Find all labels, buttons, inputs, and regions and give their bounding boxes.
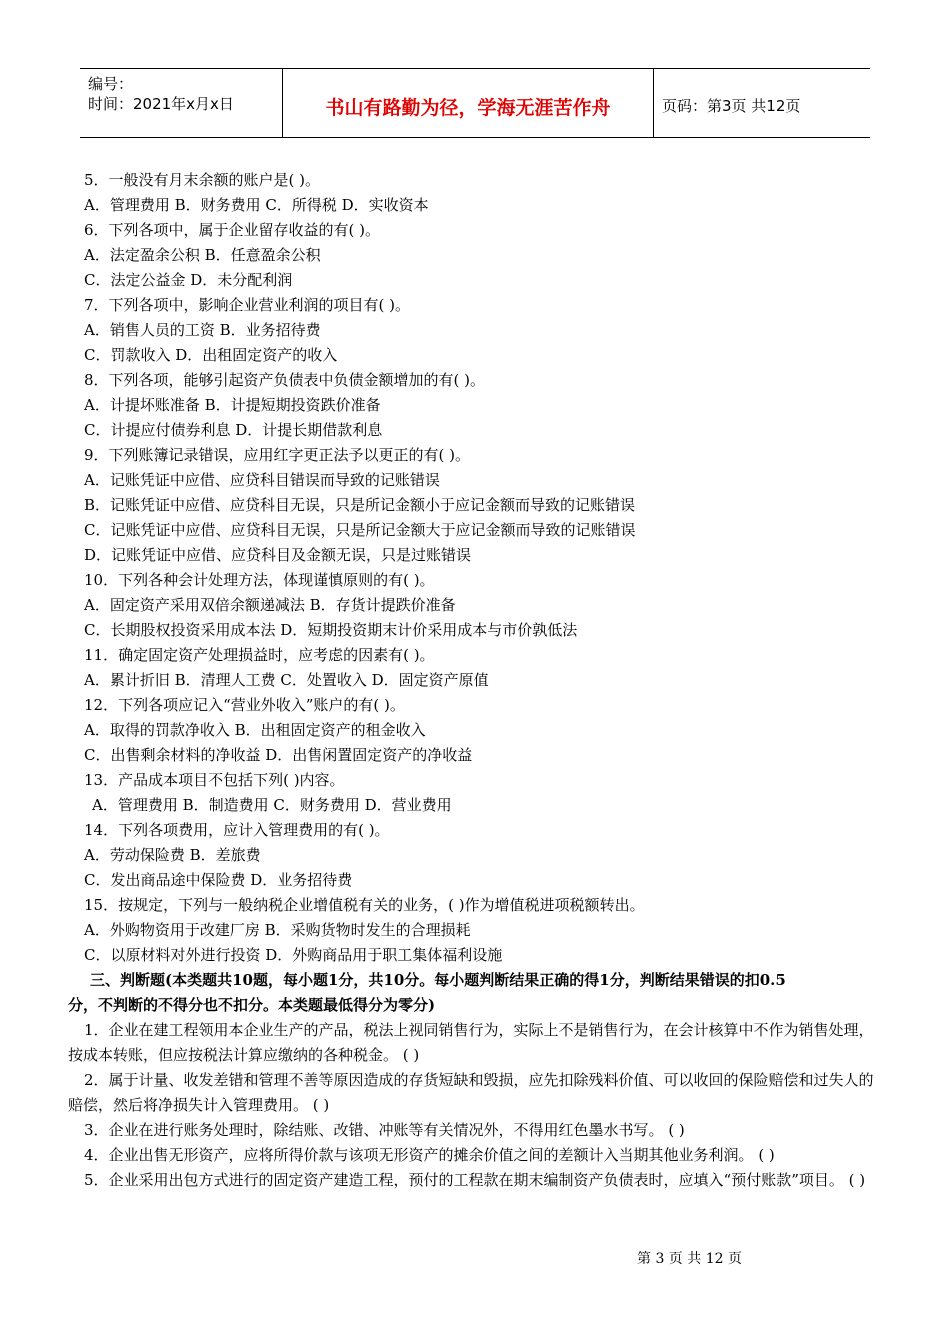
question-options: A．固定资产采用双倍余额递减法 B．存货计提跌价准备 — [84, 596, 456, 614]
question-text: 5．一般没有月末余额的账户是( )。 — [84, 171, 321, 189]
question-text: 8．下列各项，能够引起资产负债表中负债金额增加的有( )。 — [84, 371, 486, 389]
question-text: 7．下列各项中，影响企业营业利润的项目有( )。 — [84, 296, 411, 314]
question-options: C．记账凭证中应借、应贷科目无误，只是所记金额大于应记金额而导致的记账错误 — [84, 521, 636, 539]
time-label: 时间：2021年x月x日 — [88, 95, 234, 113]
question-options: A．累计折旧 B．清理人工费 C．处置收入 D．固定资产原值 — [84, 671, 489, 689]
question-text: 15．按规定，下列与一般纳税企业增值税有关的业务，( )作为增值税进项税额转出。 — [84, 896, 645, 914]
question-text: 9．下列账簿记录错误，应用红字更正法予以更正的有( )。 — [84, 446, 471, 464]
question-options: C．法定公益金 D．未分配利润 — [84, 271, 293, 289]
question-options: A．计提坏账准备 B．计提短期投资跌价准备 — [84, 396, 381, 414]
question-text: 13．产品成本项目不包括下列( )内容。 — [84, 771, 345, 789]
question-options: C．长期股权投资采用成本法 D．短期投资期末计价采用成本与市价孰低法 — [84, 621, 578, 639]
section-title-cont: 分，不判断的不得分也不扣分。本类题最低得分为零分) — [68, 996, 436, 1014]
question-text: 11．确定固定资产处理损益时，应考虑的因素有( )。 — [84, 646, 435, 664]
section-title: 三、判断题(本类题共10题，每小题1分，共10分。每小题判断结果正确的得1分，判断结果错误的扣0.5 — [90, 971, 786, 989]
question-text: 10．下列各种会计处理方法，体现谨慎原则的有( )。 — [84, 571, 435, 589]
question-options: A．管理费用 B．制造费用 C．财务费用 D．营业费用 — [92, 796, 452, 814]
question-options: A．管理费用 B．财务费用 C．所得税 D．实收资本 — [84, 196, 429, 214]
page-header — [80, 68, 870, 138]
question-options: C．计提应付债券利息 D．计提长期借款利息 — [84, 421, 383, 439]
judgement-item: 1．企业在建工程领用本企业生产的产品，税法上视同销售行为，实际上不是销售行为，在会计核算中不作为销售处理，按成本转账，但应按税法计算应缴纳的各种税金。 ( ) — [68, 1021, 874, 1064]
header-motto-cell — [283, 69, 654, 137]
question-options: C．罚款收入 D．出租固定资产的收入 — [84, 346, 338, 364]
question-options: A．外购物资用于改建厂房 B．采购货物时发生的合理损耗 — [84, 921, 471, 939]
document-body — [68, 168, 888, 1193]
question-options: A．劳动保险费 B．差旅费 — [84, 846, 261, 864]
question-options: A．记账凭证中应借、应贷科目错误而导致的记账错误 — [84, 471, 440, 489]
question-options: D．记账凭证中应借、应贷科目及金额无误，只是过账错误 — [84, 546, 472, 564]
header-left-cell — [80, 69, 283, 137]
judgement-item: 4．企业出售无形资产，应将所得价款与该项无形资产的摊余价值之间的差额计入当期其他业务利润。 ( ) — [84, 1146, 775, 1164]
judgement-item: 3．企业在进行账务处理时，除结账、改错、冲账等有关情况外，不得用红色墨水书写。 ( ) — [84, 1121, 685, 1139]
question-options: C．以原材料对外进行投资 D．外购商品用于职工集体福利设施 — [84, 946, 503, 964]
question-options: A．销售人员的工资 B．业务招待费 — [84, 321, 321, 339]
question-options: A．取得的罚款净收入 B．出租固定资产的租金收入 — [84, 721, 426, 739]
motto: 书山有路勤为径，学海无涯苦作舟 — [325, 97, 611, 119]
judgement-item: 2．属于计量、收发差错和管理不善等原因造成的存货短缺和毁损，应先扣除残料价值、可以收回的保险赔偿和过失人的赔偿，然后将净损失计入管理费用。 ( ) — [68, 1071, 874, 1114]
question-options: C．发出商品途中保险费 D．业务招待费 — [84, 871, 353, 889]
question-options: B．记账凭证中应借、应贷科目无误，只是所记金额小于应记金额而导致的记账错误 — [84, 496, 636, 514]
question-options: C．出售剩余材料的净收益 D．出售闲置固定资产的净收益 — [84, 746, 473, 764]
question-text: 12．下列各项应记入“营业外收入”账户的有( )。 — [84, 696, 405, 714]
question-text: 14．下列各项费用，应计入管理费用的有( )。 — [84, 821, 390, 839]
header-page-cell — [654, 69, 870, 137]
footer-page-number: 第 3 页 共 12 页 — [637, 1251, 742, 1267]
question-options: A．法定盈余公积 B．任意盈余公积 — [84, 246, 321, 264]
judgement-item: 5．企业采用出包方式进行的固定资产建造工程，预付的工程款在期末编制资产负债表时，应填入“预付账款”项目。 ( ) — [84, 1171, 866, 1189]
question-text: 6．下列各项中，属于企业留存收益的有( )。 — [84, 221, 381, 239]
number-label: 编号： — [88, 75, 134, 93]
page-info: 页码：第3页 共12页 — [662, 97, 801, 115]
